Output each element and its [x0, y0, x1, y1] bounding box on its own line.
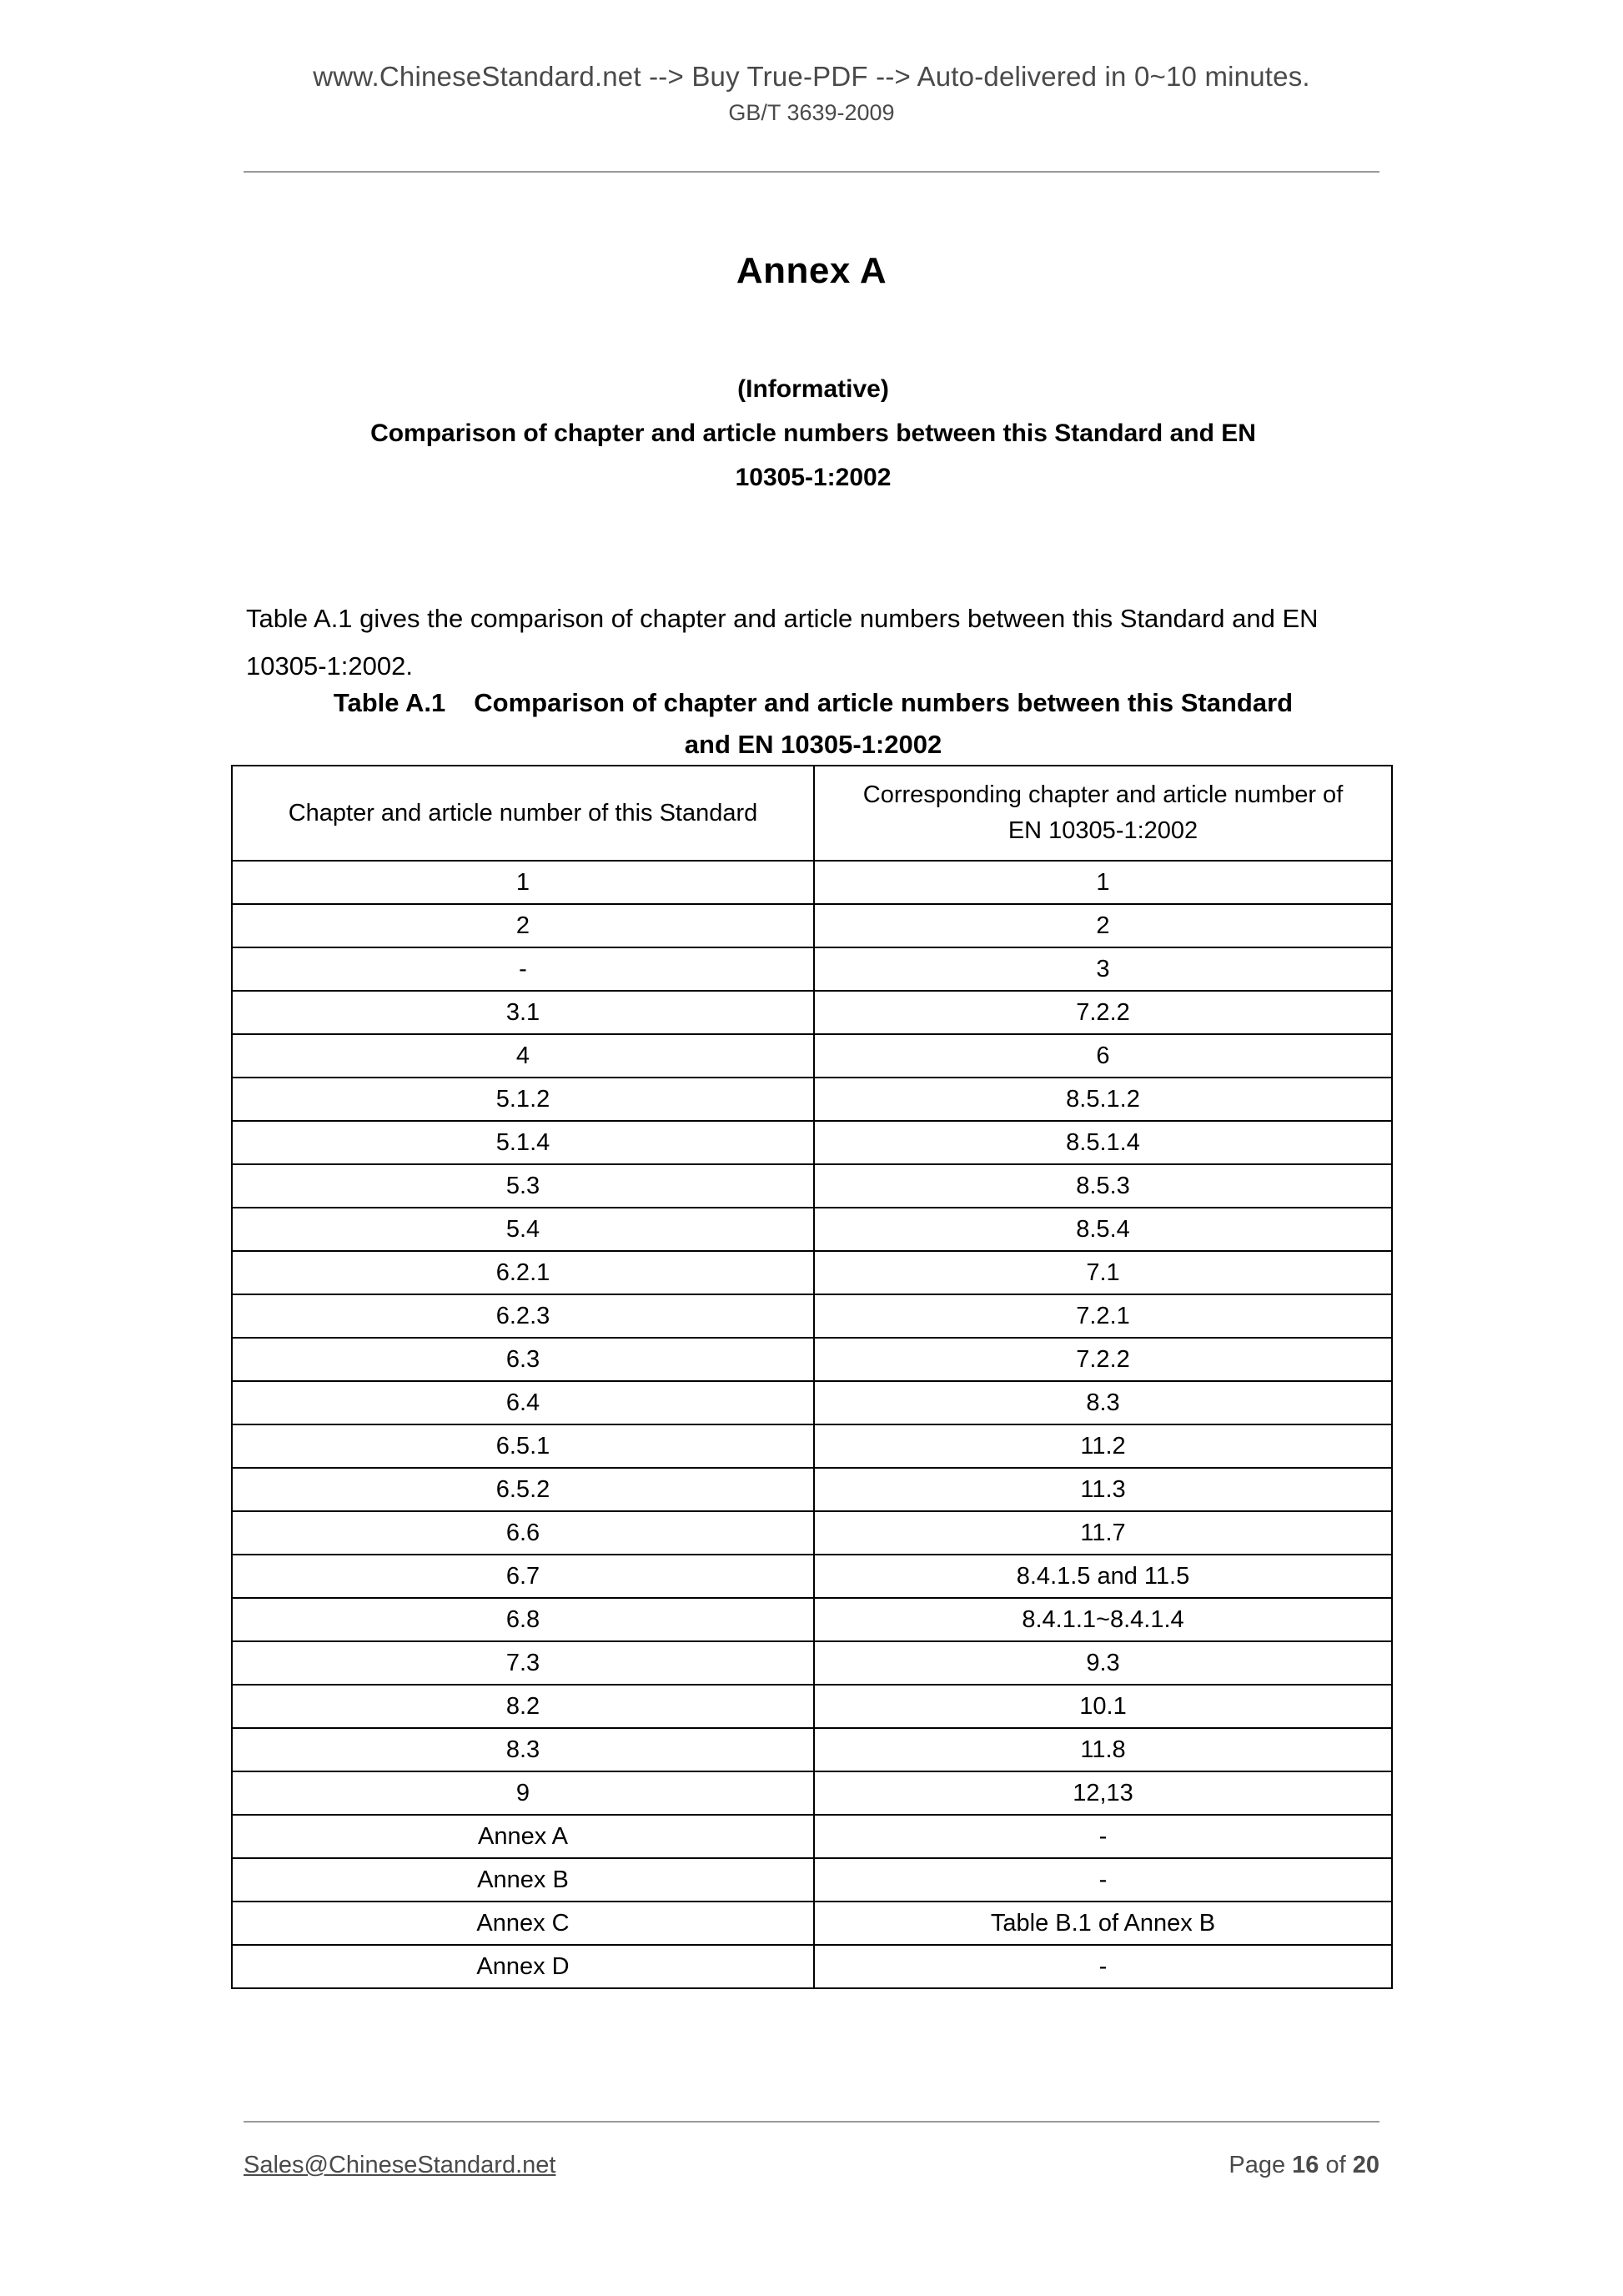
cell-this-standard: 9: [232, 1771, 814, 1815]
cell-en-standard: 8.5.1.2: [814, 1078, 1392, 1121]
cell-this-standard: 6.5.2: [232, 1468, 814, 1511]
cell-en-standard: 12,13: [814, 1771, 1392, 1815]
cell-en-standard: 8.4.1.5 and 11.5: [814, 1555, 1392, 1598]
cell-en-standard: 3: [814, 947, 1392, 991]
cell-this-standard: 5.1.4: [232, 1121, 814, 1164]
cell-this-standard: 6.7: [232, 1555, 814, 1598]
table-row: [232, 947, 1392, 991]
column-header-en-standard: [814, 766, 1392, 861]
cell-en-standard: 8.5.3: [814, 1164, 1392, 1208]
table-row: [232, 1208, 1392, 1251]
cell-this-standard: 8.2: [232, 1685, 814, 1728]
table-row: [232, 1034, 1392, 1078]
table-caption-text-line-1: Comparison of chapter and article numbers between this Standard: [474, 688, 1294, 717]
column-header-this-standard: Chapter and article number of this Standard: [232, 766, 814, 861]
cell-this-standard: 6.5.1: [232, 1424, 814, 1468]
table-row: [232, 1728, 1392, 1771]
cell-en-standard: 8.3: [814, 1381, 1392, 1424]
table-row: [232, 1338, 1392, 1381]
cell-en-standard: 11.3: [814, 1468, 1392, 1511]
annex-subtitle-line-1: Comparison of chapter and article numbers between this Standard and EN: [370, 420, 1256, 447]
cell-this-standard: Annex A: [232, 1815, 814, 1858]
cell-this-standard: 5.4: [232, 1208, 814, 1251]
column-header-en-line-1: Corresponding chapter and article number of: [862, 781, 1344, 808]
cell-en-standard: 10.1: [814, 1685, 1392, 1728]
cell-en-standard: 11.2: [814, 1424, 1392, 1468]
cell-en-standard: 11.7: [814, 1511, 1392, 1555]
page-prefix-label: Page: [1229, 2152, 1293, 2178]
cell-this-standard: Annex B: [232, 1858, 814, 1902]
table-row: [232, 1251, 1392, 1294]
footer-divider-rule: [244, 2121, 1379, 2123]
table-row: [232, 1424, 1392, 1468]
cell-this-standard: Annex C: [232, 1902, 814, 1945]
cell-this-standard: 3.1: [232, 991, 814, 1034]
table-row: [232, 904, 1392, 947]
cell-this-standard: -: [232, 947, 814, 991]
cell-this-standard: 6.8: [232, 1598, 814, 1641]
table-row: [232, 1468, 1392, 1511]
intro-paragraph: Table A.1 gives the comparison of chapter and article numbers between this Standard and EN 10305-1:2002.: [246, 604, 1319, 681]
cell-this-standard: 5.1.2: [232, 1078, 814, 1121]
cell-this-standard: 6.3: [232, 1338, 814, 1381]
document-footer: [244, 2146, 1379, 2184]
cell-en-standard: 7.2.1: [814, 1294, 1392, 1338]
table-row: [232, 1945, 1392, 1988]
cell-en-standard: 8.5.4: [814, 1208, 1392, 1251]
cell-this-standard: 4: [232, 1034, 814, 1078]
cell-en-standard: 11.8: [814, 1728, 1392, 1771]
cell-this-standard: 7.3: [232, 1641, 814, 1685]
promo-banner-text: www.ChineseStandard.net --> Buy True-PDF --> Auto-delivered in 0~10 minutes.: [313, 61, 1310, 92]
cell-en-standard: 7.1: [814, 1251, 1392, 1294]
table-row: [232, 1641, 1392, 1685]
table-body: [232, 861, 1392, 1988]
table-row: [232, 1858, 1392, 1902]
cell-en-standard: 9.3: [814, 1641, 1392, 1685]
table-row: [232, 1121, 1392, 1164]
table-row: [232, 1771, 1392, 1815]
comparison-table: [231, 765, 1393, 1989]
cell-en-standard: 8.5.1.4: [814, 1121, 1392, 1164]
cell-en-standard: -: [814, 1815, 1392, 1858]
table-row: [232, 1164, 1392, 1208]
standard-code-text: GB/T 3639-2009: [728, 100, 895, 125]
cell-en-standard: -: [814, 1858, 1392, 1902]
document-header: [0, 58, 1623, 128]
table-row: [232, 991, 1392, 1034]
page-middle-label: of: [1319, 2152, 1353, 2178]
cell-this-standard: 5.3: [232, 1164, 814, 1208]
table-head: [232, 766, 1392, 861]
header-divider-rule: [244, 171, 1379, 173]
cell-en-standard: 7.2.2: [814, 991, 1392, 1034]
cell-en-standard: -: [814, 1945, 1392, 1988]
annex-subtitle-line-2: 10305-1:2002: [735, 464, 892, 491]
table-row: [232, 1511, 1392, 1555]
table-row: [232, 1815, 1392, 1858]
page-total-number: 20: [1352, 2152, 1379, 2178]
cell-this-standard: 6.2.3: [232, 1294, 814, 1338]
table-row: [232, 1685, 1392, 1728]
table-row: [232, 1078, 1392, 1121]
column-header-en-line-2: EN 10305-1:2002: [1007, 817, 1198, 844]
cell-this-standard: 6.4: [232, 1381, 814, 1424]
table-row: [232, 861, 1392, 904]
page-number-indicator: [1229, 2146, 1379, 2184]
table-row: [232, 1555, 1392, 1598]
cell-en-standard: Table B.1 of Annex B: [814, 1902, 1392, 1945]
cell-en-standard: 8.4.1.1~8.4.1.4: [814, 1598, 1392, 1641]
cell-en-standard: 1: [814, 861, 1392, 904]
table-caption-text-line-2: and EN 10305-1:2002: [684, 730, 942, 759]
cell-en-standard: 2: [814, 904, 1392, 947]
annex-subtitle-block: [234, 367, 1393, 500]
cell-this-standard: 6.6: [232, 1511, 814, 1555]
annex-informative-label: (Informative): [737, 375, 889, 403]
cell-this-standard: 1: [232, 861, 814, 904]
cell-this-standard: 2: [232, 904, 814, 947]
annex-title: Annex A: [736, 250, 887, 291]
table-row: [232, 1902, 1392, 1945]
table-caption: [234, 682, 1393, 766]
cell-this-standard: 6.2.1: [232, 1251, 814, 1294]
table-row: [232, 1294, 1392, 1338]
cell-en-standard: 6: [814, 1034, 1392, 1078]
page-current-number: 16: [1292, 2152, 1319, 2178]
table-row: [232, 1381, 1392, 1424]
table-caption-label: Table A.1: [333, 688, 446, 717]
table-header-row: [232, 766, 1392, 861]
cell-this-standard: 8.3: [232, 1728, 814, 1771]
table-row: [232, 1598, 1392, 1641]
cell-en-standard: 7.2.2: [814, 1338, 1392, 1381]
sales-email-link[interactable]: Sales@ChineseStandard.net: [244, 2152, 556, 2178]
cell-this-standard: Annex D: [232, 1945, 814, 1988]
